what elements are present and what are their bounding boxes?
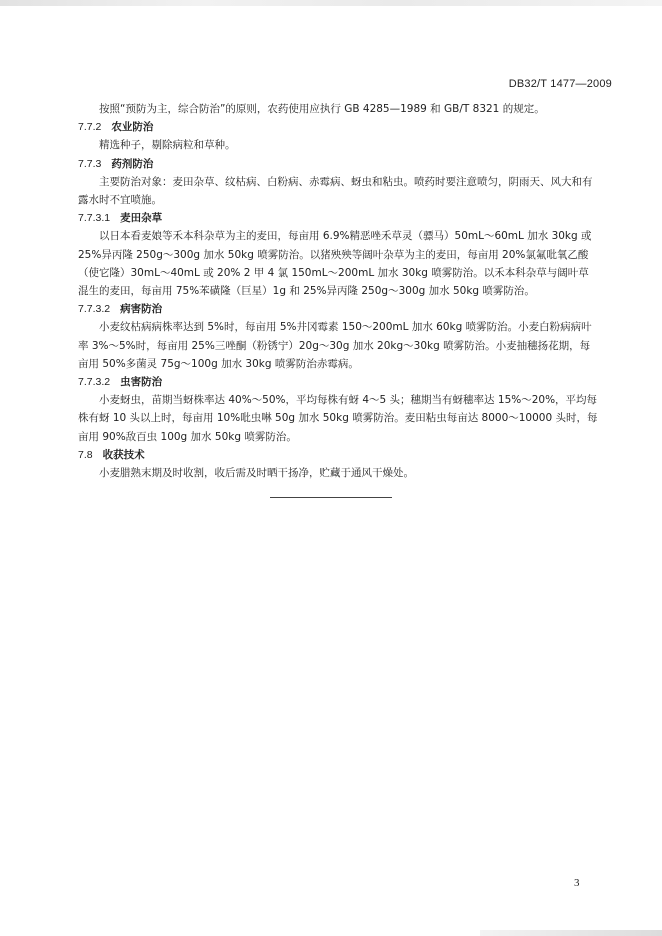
- scan-artifact-top: [0, 0, 662, 6]
- section-number: 7.7.3.2: [78, 303, 111, 316]
- scan-artifact-bottom: [480, 930, 662, 936]
- paragraph-disease-control: 小麦纹枯病病株率达到 5%时，每亩用 5%井冈霉素 150～200mL 加水 60kg 喷雾防治。小麦白粉病病叶率 3%～5%时，每亩用 25%三唑酮（粉锈宁）20g～30g 加水 20kg～30kg 喷雾防治。小麦抽穗扬花期，每亩用 50%多菌灵 75g～100g 加水 30kg 喷雾防治赤霉病。: [78, 321, 592, 370]
- document-body: [78, 100, 598, 482]
- section-title: 虫害防治: [120, 376, 163, 389]
- standard-code: DB32/T 1477—2009: [508, 78, 612, 90]
- paragraph-seed-selection: 精选种子，剔除病粒和草种。: [99, 139, 236, 152]
- heading-harvest: [78, 446, 598, 464]
- paragraph-control-targets: 主要防治对象：麦田杂草、纹枯病、白粉病、赤霉病、蚜虫和粘虫。喷药时要注意喷匀，阴雨天、风大和有露水时不宜喷施。: [78, 175, 593, 207]
- section-title: 药剂防治: [111, 157, 154, 170]
- section-title: 收获技术: [102, 448, 145, 461]
- section-number: 7.8: [78, 448, 93, 461]
- paragraph-weed-control: 以日本看麦娘等禾本科杂草为主的麦田，每亩用 6.9%精恶唑禾草灵（骠马）50mL～60mL 加水 30kg 或 25%异丙隆 250g～300g 加水 50kg 喷雾防治。以猪殃殃等阔叶杂草为主的麦田，每亩用 20%氯氟吡氧乙酸（使它隆）30mL～40mL 或 20% 2 甲 4 氯 150mL～200mL 加水 30kg 喷雾防治。以禾本科杂草与阔叶草混生的麦田，每亩用 75%苯磺隆（巨星）1g 和 25%异丙隆 250g～300g 加水 50kg 喷雾防治。: [78, 230, 592, 298]
- heading-chemical-control: [78, 155, 598, 173]
- section-number: 7.7.3.1: [78, 212, 111, 225]
- heading-agricultural-control: [78, 118, 598, 136]
- heading-pest-control: [78, 373, 598, 391]
- heading-disease-control: [78, 300, 598, 318]
- page-number: 3: [574, 877, 580, 889]
- heading-weed-control: [78, 209, 598, 227]
- section-number: 7.7.3: [78, 157, 102, 170]
- section-number: 7.7.2: [78, 121, 102, 134]
- paragraph-pest-control: 小麦蚜虫，苗期当蚜株率达 40%～50%，平均每株有蚜 4～5 头；穗期当有蚜穗率达 15%～20%，平均每株有蚜 10 头以上时，每亩用 10%吡虫啉 50g 加水 50kg 喷雾防治。麦田粘虫每亩达 8000～10000 头时，每亩用 90%敌百虫 100g 加水 50kg 喷雾防治。: [78, 394, 598, 443]
- end-rule: [270, 497, 392, 498]
- section-title: 麦田杂草: [120, 212, 163, 225]
- paragraph-harvest: 小麦腊熟末期及时收割，收后需及时晒干扬净，贮藏于通风干燥处。: [99, 467, 414, 480]
- section-title: 农业防治: [111, 121, 154, 134]
- section-number: 7.7.3.2: [78, 376, 111, 389]
- paragraph-pesticide-principle: 按照“预防为主，综合防治”的原则，农药使用应执行 GB 4285—1989 和 GB/T 8321 的规定。: [99, 103, 545, 115]
- section-title: 病害防治: [120, 303, 163, 316]
